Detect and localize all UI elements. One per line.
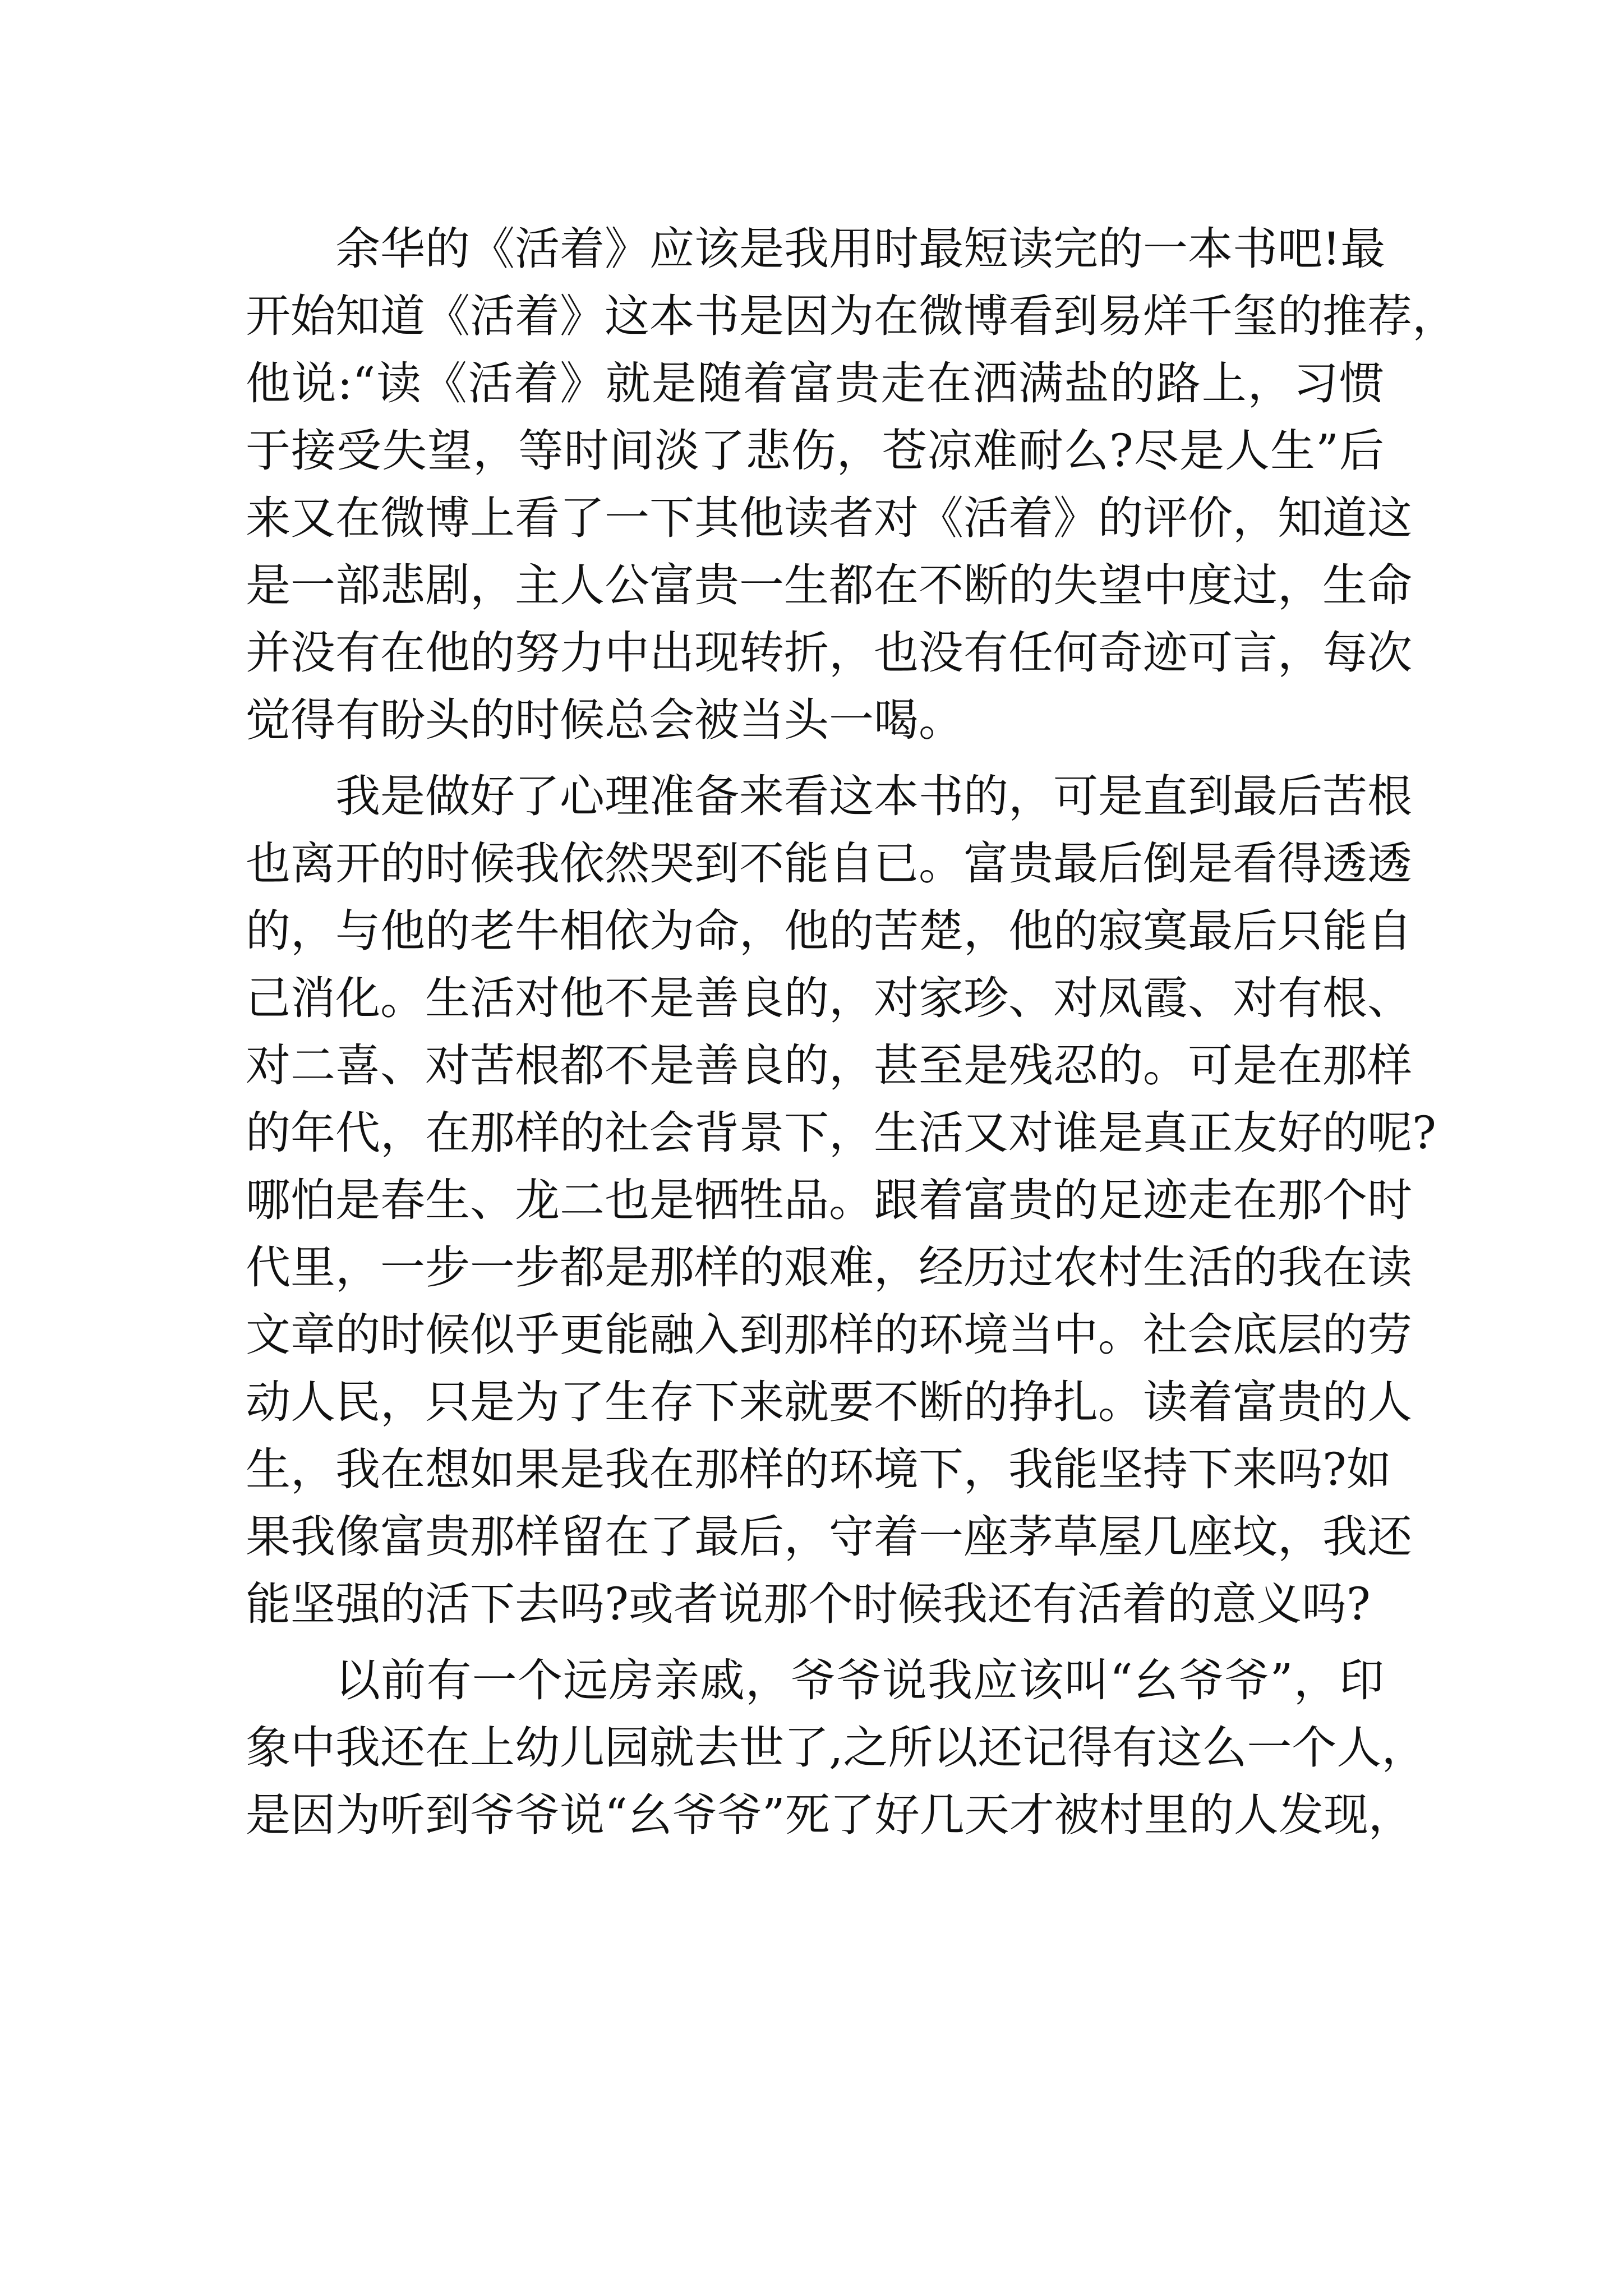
text-line: 觉得有盼头的时候总会被当头一喝。: [246, 694, 963, 746]
text-line: 代里，一步一步都是那样的艰难，经历过农村生活的我在读: [246, 1241, 1412, 1294]
text-line: 是因为听到爷爷说“幺爷爷”死了好几天才被村里的人发现，: [246, 1789, 1413, 1841]
document-body: [246, 215, 1457, 1849]
paragraph-gap: [246, 754, 1384, 763]
paragraph-1: [246, 215, 1457, 754]
text-line: 哪怕是春生、龙二也是牺牲品。跟着富贵的足迹走在那个时: [246, 1174, 1412, 1226]
text-line: 来又在微博上看了一下其他读者对《活着》的评价，知道这: [246, 492, 1412, 544]
text-line: 于接受失望，等时间淡了悲伤，苍凉难耐么?尽是人生”后: [246, 425, 1384, 477]
text-line: 的年代，在那样的社会背景下，生活又对谁是真正友好的呢?: [246, 1107, 1436, 1159]
text-line: 文章的时候似乎更能融入到那样的环境当中。社会底层的劳: [246, 1309, 1412, 1361]
paragraph-gap: [246, 1638, 1384, 1647]
text-line: 能坚强的活下去吗?或者说那个时候我还有活着的意义吗?: [246, 1578, 1371, 1630]
text-line: 余华的《活着》应该是我用时最短读完的一本书吧!最: [335, 223, 1386, 275]
text-line: 动人民，只是为了生存下来就要不断的挣扎。读着富贵的人: [246, 1376, 1412, 1428]
text-line: 开始知道《活着》这本书是因为在微博看到易烊千玺的推荐，: [246, 290, 1457, 342]
text-line: 己消化。生活对他不是善良的，对家珍、对凤霞、对有根、: [246, 972, 1412, 1024]
text-line: 对二喜、对苦根都不是善良的，甚至是残忍的。可是在那样: [246, 1039, 1412, 1092]
text-line: 我是做好了心理准备来看这本书的，可是直到最后苦根: [335, 770, 1412, 822]
paragraph-3: [246, 1647, 1427, 1849]
text-line: 生，我在想如果是我在那样的环境下，我能坚持下来吗?如: [246, 1443, 1391, 1496]
text-line: 并没有在他的努力中出现转折，也没有任何奇迹可言，每次: [246, 627, 1412, 679]
text-line: 他说:“读《活着》就是随着富贵走在洒满盐的路上，习惯: [246, 357, 1384, 409]
text-line: 是一部悲剧，主人公富贵一生都在不断的失望中度过，生命: [246, 559, 1412, 611]
text-line: 的，与他的老牛相依为命，他的苦楚，他的寂寞最后只能自: [246, 905, 1412, 957]
text-line: 也离开的时候我依然哭到不能自已。富贵最后倒是看得透透: [246, 838, 1412, 890]
paragraph-2: [246, 763, 1436, 1638]
text-line: 象中我还在上幼儿园就去世了,之所以还记得有这么一个人，: [246, 1722, 1427, 1774]
text-line: 果我像富贵那样留在了最后，守着一座茅草屋几座坟，我还: [246, 1511, 1412, 1563]
text-line: 以前有一个远房亲戚，爷爷说我应该叫“幺爷爷”，印: [335, 1654, 1384, 1706]
